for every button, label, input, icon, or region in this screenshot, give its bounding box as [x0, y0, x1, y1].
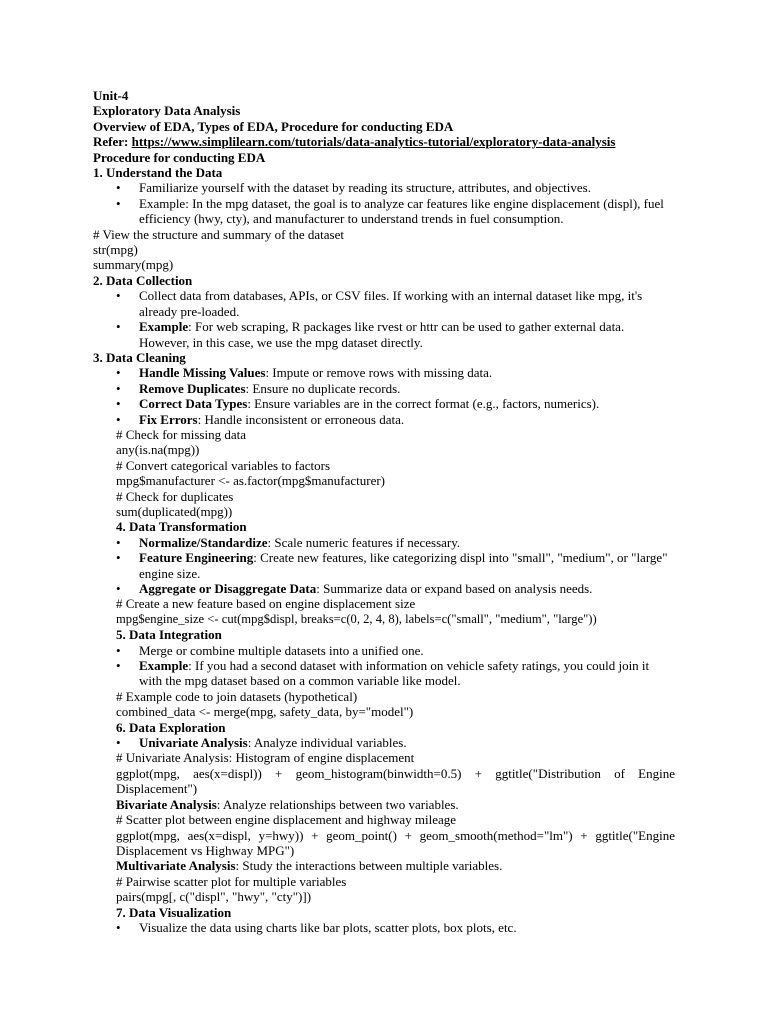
code-line: # Check for duplicates	[116, 488, 234, 504]
list-item	[93, 658, 675, 689]
item-text: : Analyze individual variables.	[247, 735, 407, 751]
item-text: : For web scraping, R packages like rvest or httr can be used to gather external data. However, in this case, we use the mpg dataset directly.	[139, 319, 625, 350]
list-item: • Merge or combine multiple datasets into a unified one.	[93, 643, 675, 658]
item-label: Example	[139, 658, 189, 674]
item-text: : Ensure variables are in the correct format (e.g., factors, numerics).	[247, 396, 600, 412]
section-6-bullets	[93, 735, 675, 750]
section-heading: 7. Data Visualization	[116, 904, 232, 920]
item-label: Fix Errors	[139, 411, 198, 427]
item-text: : Handle inconsistent or erroneous data.	[197, 411, 405, 427]
item-text: : Create new features, like categorizing displ into "small", "medium", or "large" engine size.	[139, 550, 668, 581]
list-item	[93, 535, 675, 550]
section-1-bullets	[93, 180, 675, 226]
document-page	[93, 88, 675, 935]
unit-label: Unit-4	[93, 88, 129, 103]
list-item	[93, 319, 675, 350]
list-item	[93, 381, 675, 396]
item-label: Aggregate or Disaggregate Data	[139, 581, 317, 596]
code-line: # View the structure and summary of the dataset	[93, 226, 344, 242]
code-line: mpg$engine_size <- cut(mpg$displ, breaks=c(0, 2, 4, 8), labels=c("small", "medium", "large"))	[116, 611, 597, 626]
section-7-bullets	[93, 920, 675, 935]
section-heading: 1. Understand the Data	[93, 165, 223, 181]
item-label: Remove Duplicates	[139, 380, 246, 396]
code-line: pairs(mpg[, c("displ", "hwy", "cty")])	[116, 889, 312, 905]
code-line: # Create a new feature based on engine displacement size	[116, 596, 416, 612]
section-5-bullets	[93, 643, 675, 689]
refer-label: Refer:	[93, 134, 132, 150]
item-text: : If you had a second dataset with information on vehicle safety ratings, you could join it with the mpg dataset based on a common variable like model.	[139, 658, 650, 689]
section-3-bullets	[93, 365, 675, 427]
section-2-bullets	[93, 288, 675, 350]
code-line: # Check for missing data	[116, 426, 246, 442]
procedure-heading: Procedure for conducting EDA	[93, 149, 266, 165]
section-heading: 4. Data Transformation	[116, 519, 247, 535]
list-item: • Familiarize yourself with the dataset by reading its structure, attributes, and objectives.	[93, 180, 675, 195]
section-4-bullets	[93, 535, 675, 597]
list-item	[93, 396, 675, 411]
item-label: Univariate Analysis	[139, 735, 248, 751]
list-item	[93, 735, 675, 750]
refer-line	[93, 134, 675, 149]
item-label: Normalize/Standardize	[139, 534, 268, 550]
item-text: : Study the interactions between multiple variables.	[235, 858, 503, 874]
list-item	[93, 365, 675, 380]
document-title: Exploratory Data Analysis	[93, 103, 241, 119]
item-label: Handle Missing Values	[139, 365, 266, 381]
list-item	[93, 412, 675, 427]
code-block: ggplot(mpg, aes(x=displ, y=hwy)) + geom_point() + geom_smooth(method="lm") + ggtitle("Engine Displacement vs Highway MPG")	[116, 827, 675, 858]
section-heading: 3. Data Cleaning	[93, 349, 186, 365]
item-text: : Summarize data or expand based on analysis needs.	[316, 581, 593, 596]
code-line: str(mpg)	[93, 242, 138, 258]
item-text: : Impute or remove rows with missing data.	[265, 365, 493, 381]
code-line: combined_data <- merge(mpg, safety_data, by="model")	[116, 704, 414, 720]
item-label: Example	[139, 319, 189, 335]
code-line: # Pairwise scatter plot for multiple variables	[116, 873, 347, 889]
list-item	[93, 581, 675, 596]
section-heading: 2. Data Collection	[93, 272, 193, 288]
overview-line: Overview of EDA, Types of EDA, Procedure for conducting EDA	[93, 118, 454, 134]
item-label: Bivariate Analysis	[116, 796, 217, 812]
section-heading: 5. Data Integration	[116, 627, 222, 643]
code-line: # Convert categorical variables to factors	[116, 457, 331, 473]
item-label: Multivariate Analysis	[116, 858, 236, 874]
code-line: # Univariate Analysis: Histogram of engine displacement	[116, 750, 415, 766]
paragraph	[93, 797, 675, 812]
item-text: : Analyze relationships between two variables.	[216, 796, 459, 812]
code-line: sum(duplicated(mpg))	[116, 503, 233, 519]
list-item: • Collect data from databases, APIs, or CSV files. If working with an internal dataset like mpg, it's already pre-loaded.	[93, 288, 675, 319]
list-item: • Example: In the mpg dataset, the goal is to analyze car features like engine displacement (displ), fuel efficiency (hwy, cty), and manufacturer to understand trends in fuel consumption.	[93, 196, 675, 227]
paragraph	[93, 858, 675, 873]
code-line: # Scatter plot between engine displacement and highway mileage	[116, 812, 457, 828]
list-item: • Visualize the data using charts like bar plots, scatter plots, box plots, etc.	[93, 920, 675, 935]
item-label: Feature Engineering	[139, 550, 254, 566]
code-line: any(is.na(mpg))	[116, 442, 200, 458]
code-line: summary(mpg)	[93, 257, 174, 273]
list-item	[93, 550, 675, 581]
code-block: ggplot(mpg, aes(x=displ)) + geom_histogram(binwidth=0.5) + ggtitle("Distribution of Engine Displacement")	[116, 765, 675, 797]
item-label: Correct Data Types	[139, 396, 248, 412]
section-heading: 6. Data Exploration	[116, 719, 226, 735]
code-line: mpg$manufacturer <- as.factor(mpg$manufacturer)	[116, 473, 386, 489]
code-line: # Example code to join datasets (hypothetical)	[116, 688, 358, 704]
refer-link[interactable]: https://www.simplilearn.com/tutorials/data-analytics-tutorial/exploratory-data-analysis	[131, 134, 616, 150]
item-text: : Scale numeric features if necessary.	[267, 534, 461, 550]
item-text: : Ensure no duplicate records.	[245, 380, 401, 396]
